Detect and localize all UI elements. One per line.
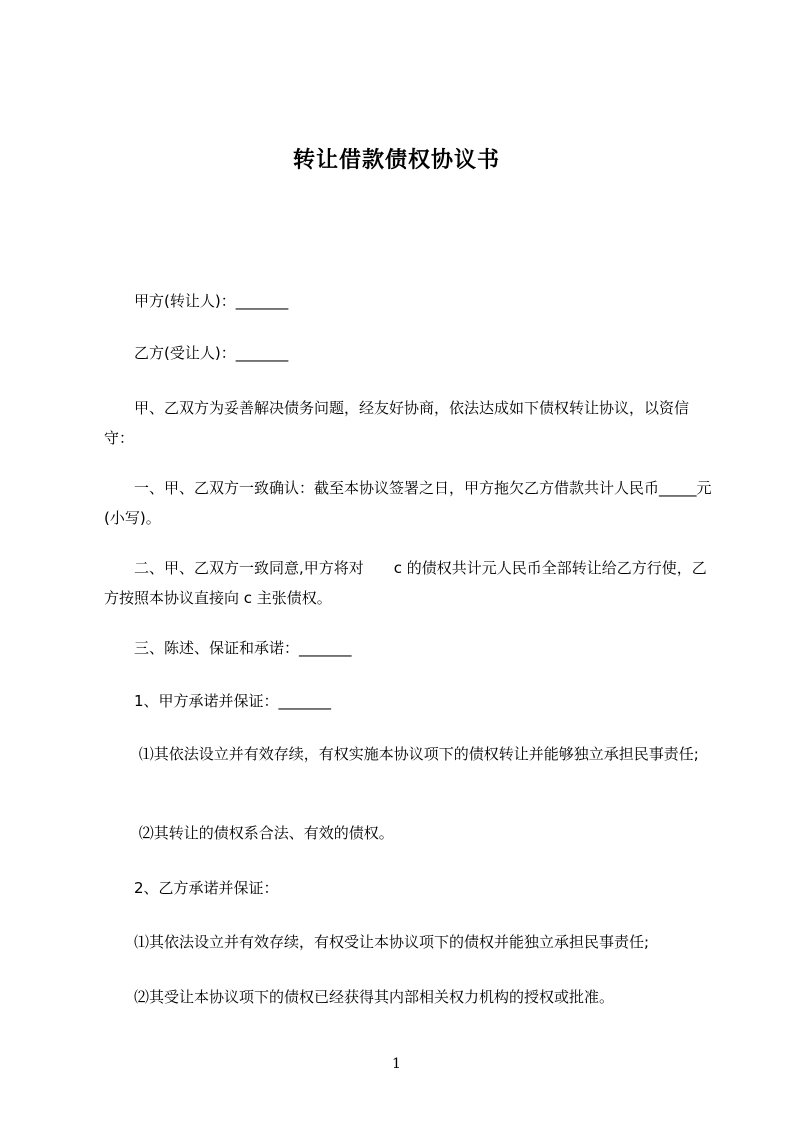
clause-1-paragraph: 一、甲、乙双方一致确认：截至本协议签署之日，甲方拖欠乙方借款共计人民币_____元 (小写)。 — [104, 479, 717, 527]
sub-clause-1-heading: 1、甲方承诺并保证：_______ — [104, 692, 332, 710]
sub-clause-1-1: ⑴其依法设立并有效存续，有权实施本协议项下的债权转让并能够独立承担民事责任; — [104, 745, 699, 763]
clause-2-paragraph: 二、甲、乙双方一致同意,甲方将对 c 的债权共计元人民币全部转让给乙方行使，乙方按照本协议直接向 c 主张债权。 — [104, 559, 707, 607]
sub-clause-2-1: ⑴其依法设立并有效存续，有权受让本协议项下的债权并能独立承担民事责任; — [104, 933, 650, 951]
intro-paragraph: 甲、乙双方为妥善解决债务问题，经友好协商，依法达成如下债权转让协议，以资信守： — [104, 399, 690, 447]
document-title: 转让借款债权协议书 — [292, 148, 500, 173]
page-number: 1 — [392, 1056, 401, 1072]
sub-clause-1-2: ⑵其转让的债权系合法、有效的债权。 — [104, 824, 394, 842]
party-a-line: 甲方(转让人)：_______ — [104, 292, 289, 310]
sub-clause-2-2: ⑵其受让本协议项下的债权已经获得其内部相关权力机构的授权或批准。 — [104, 988, 615, 1006]
sub-clause-2-heading: 2、乙方承诺并保证： — [104, 879, 279, 897]
clause-3-heading: 三、陈述、保证和承诺：_______ — [104, 639, 352, 657]
party-b-line: 乙方(受让人)：_______ — [104, 344, 289, 362]
